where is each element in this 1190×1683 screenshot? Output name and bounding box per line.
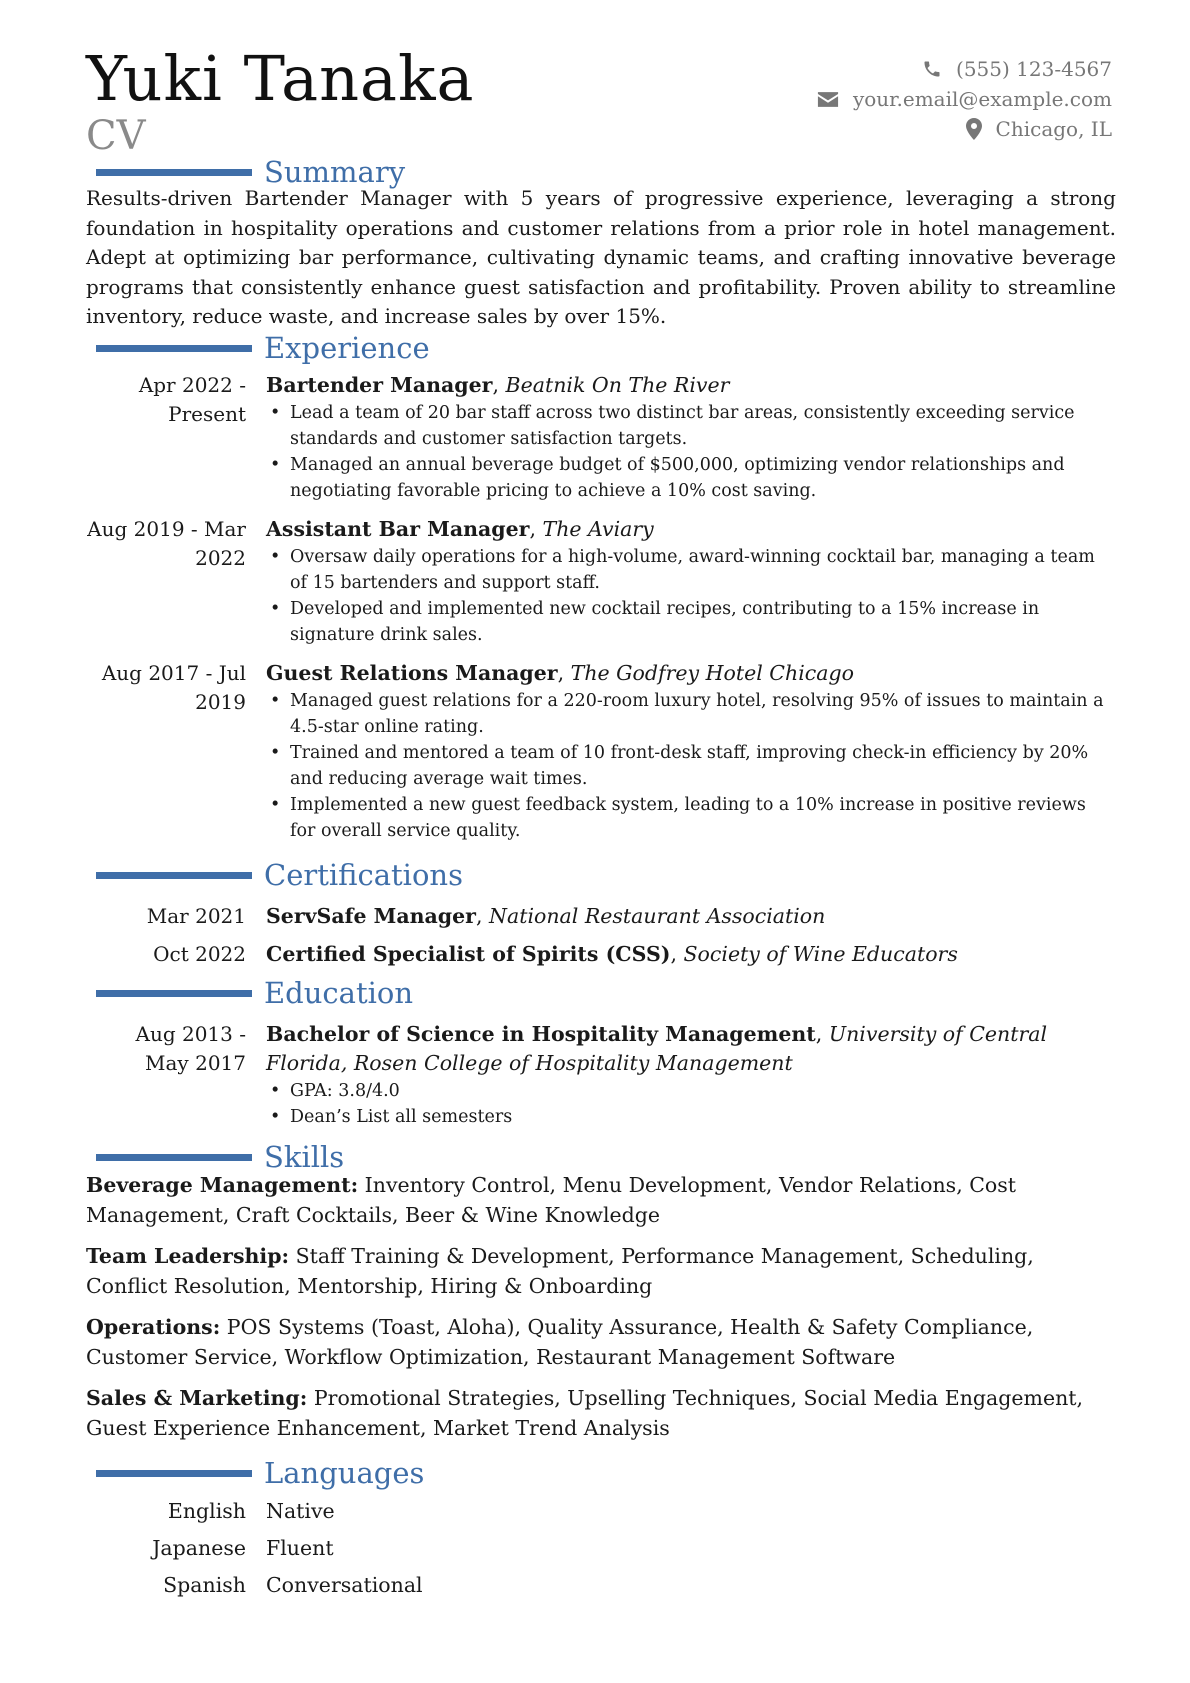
entry-date: Apr 2022 - Present	[138, 373, 246, 426]
contact-phone[interactable]	[817, 54, 1112, 84]
entry-organization: Beatnik On The River	[505, 373, 730, 397]
entry-title: Bachelor of Science in Hospitality Management	[266, 1022, 816, 1046]
entry-title: Certified Specialist of Spirits (CSS)	[266, 942, 671, 966]
section-heading-certifications	[96, 858, 463, 892]
skill-label: Sales & Marketing:	[86, 1386, 308, 1410]
language-name: English	[167, 1499, 246, 1523]
list-item: • Managed an annual beverage budget of $500,000, optimizing vendor relationships and negotiating favorable pricing to achieve a 10% cost saving.	[270, 455, 1065, 501]
entry-heading: Guest Relations Manager, The Godfrey Hotel Chicago	[266, 661, 854, 685]
section-rule	[96, 1154, 252, 1161]
section-rule	[96, 1470, 252, 1477]
section-heading-skills	[96, 1140, 344, 1174]
entry-title: Bartender Manager	[266, 373, 493, 397]
entry-heading: Bachelor of Science in Hospitality Management, University of Central Florida, Rosen College of Hospitality Management	[266, 1022, 1048, 1075]
entry-heading: Assistant Bar Manager, The Aviary	[266, 517, 654, 541]
entry-title: ServSafe Manager	[266, 904, 476, 928]
section-rule	[96, 872, 252, 879]
email-address: your.email@example.com	[852, 87, 1112, 111]
skill-group	[86, 1171, 1116, 1230]
section-title: Skills	[264, 1140, 345, 1174]
language-level: Conversational	[266, 1573, 423, 1597]
language-level: Fluent	[266, 1536, 334, 1560]
contact-email[interactable]	[817, 84, 1112, 114]
entry-date: Oct 2022	[153, 942, 246, 966]
skill-items: Promotional Strategies, Upselling Techniques, Social Media Engagement, Guest Experience Enhancement, Market Trend Analysis	[86, 1386, 1084, 1440]
language-name: Spanish	[163, 1573, 246, 1597]
phone-number: (555) 123-4567	[956, 57, 1112, 81]
list-item: • Dean’s List all semesters	[270, 1107, 513, 1127]
section-heading-experience	[96, 331, 430, 365]
entry-title: Guest Relations Manager	[266, 661, 558, 685]
skill-items: POS Systems (Toast, Aloha), Quality Assurance, Health & Safety Compliance, Customer Service, Workflow Optimization, Restaurant Management Software	[86, 1315, 1034, 1369]
skill-label: Beverage Management:	[86, 1173, 359, 1197]
entry-body	[266, 902, 1116, 931]
entry-organization: University of Central Florida, Rosen College of Hospitality Management	[266, 1022, 1048, 1075]
entry-heading: Certified Specialist of Spirits (CSS), Society of Wine Educators	[266, 942, 958, 966]
contact-location	[817, 114, 1112, 144]
language-row	[86, 1534, 686, 1563]
contact-block	[817, 54, 1112, 144]
entry-body	[266, 515, 1116, 648]
entry-date: Aug 2013 - May 2017	[135, 1022, 246, 1075]
skill-label: Operations:	[86, 1315, 221, 1339]
section-title: Education	[264, 976, 414, 1010]
section-rule	[96, 345, 252, 352]
entry-heading: ServSafe Manager, National Restaurant Association	[266, 904, 826, 928]
language-row	[86, 1571, 686, 1600]
list-item: • GPA: 3.8/4.0	[270, 1081, 400, 1101]
section-title: Experience	[264, 331, 430, 365]
entry-date: Mar 2021	[146, 904, 246, 928]
entry-bullets	[266, 544, 1116, 648]
list-item: • Implemented a new guest feedback system, leading to a 10% increase in positive reviews for overall service quality.	[270, 795, 1086, 841]
section-rule	[96, 990, 252, 997]
entry-bullets	[266, 688, 1116, 844]
location-text: Chicago, IL	[995, 117, 1112, 141]
entry-heading: Bartender Manager, Beatnik On The River	[266, 373, 730, 397]
list-item: • Developed and implemented new cocktail recipes, contributing to a 15% increase in signature drink sales.	[270, 599, 1040, 645]
entry-organization: The Godfrey Hotel Chicago	[570, 661, 854, 685]
language-row	[86, 1497, 686, 1526]
list-item: • Managed guest relations for a 220-room luxury hotel, resolving 95% of issues to maintain a 4.5-star online rating.	[270, 691, 1104, 737]
entry-body	[266, 1020, 1116, 1130]
envelope-icon	[817, 91, 839, 108]
entry-bullets	[266, 400, 1116, 504]
map-pin-icon	[966, 118, 982, 140]
language-name: Japanese	[152, 1536, 246, 1560]
section-title: Languages	[264, 1456, 425, 1490]
entry-organization: National Restaurant Association	[489, 904, 826, 928]
entry-body	[266, 940, 1116, 969]
candidate-name: Yuki Tanaka	[86, 42, 475, 115]
section-title: Certifications	[264, 858, 463, 892]
section-title: Summary	[264, 155, 406, 189]
skill-group	[86, 1242, 1116, 1301]
list-item: • Oversaw daily operations for a high-volume, award-winning cocktail bar, managing a team of 15 bartenders and support staff.	[270, 547, 1095, 593]
entry-body	[266, 659, 1116, 844]
entry-title: Assistant Bar Manager	[266, 517, 530, 541]
skill-items: Inventory Control, Menu Development, Vendor Relations, Cost Management, Craft Cocktails, Beer & Wine Knowledge	[86, 1173, 1017, 1227]
language-level: Native	[266, 1499, 335, 1523]
entry-date: Aug 2017 - Jul 2019	[101, 661, 246, 714]
list-item: • Lead a team of 20 bar staff across two distinct bar areas, consistently exceeding service standards and customer satisfaction targets.	[270, 403, 1075, 449]
section-rule	[96, 169, 252, 176]
entry-date: Aug 2019 - Mar 2022	[87, 517, 246, 570]
entry-organization: Society of Wine Educators	[683, 942, 958, 966]
skill-group	[86, 1313, 1116, 1372]
skill-group	[86, 1384, 1116, 1443]
document-type: CV	[86, 113, 146, 159]
section-heading-education	[96, 976, 413, 1010]
entry-body	[266, 371, 1116, 504]
entry-organization: The Aviary	[542, 517, 654, 541]
skill-label: Team Leadership:	[86, 1244, 290, 1268]
entry-bullets	[266, 1078, 1116, 1130]
summary-text: Results-driven Bartender Manager with 5 years of progressive experience, leveraging a strong foundation in hospitality operations and customer relations from a prior role in hotel management. Adept at optimizing bar performance, cultivating dynamic teams, and crafting innovative beverage programs that consistently enhance guest satisfaction and profitability. Proven ability to streamline inventory, reduce waste, and increase sales by over 15%.	[86, 186, 1116, 328]
list-item: • Trained and mentored a team of 10 front-desk staff, improving check-in efficiency by 20% and reducing average wait times.	[270, 743, 1089, 789]
skill-items: Staff Training & Development, Performance Management, Scheduling, Conflict Resolution, Mentorship, Hiring & Onboarding	[86, 1244, 1034, 1298]
phone-icon	[922, 59, 942, 79]
section-heading-languages	[96, 1456, 424, 1490]
